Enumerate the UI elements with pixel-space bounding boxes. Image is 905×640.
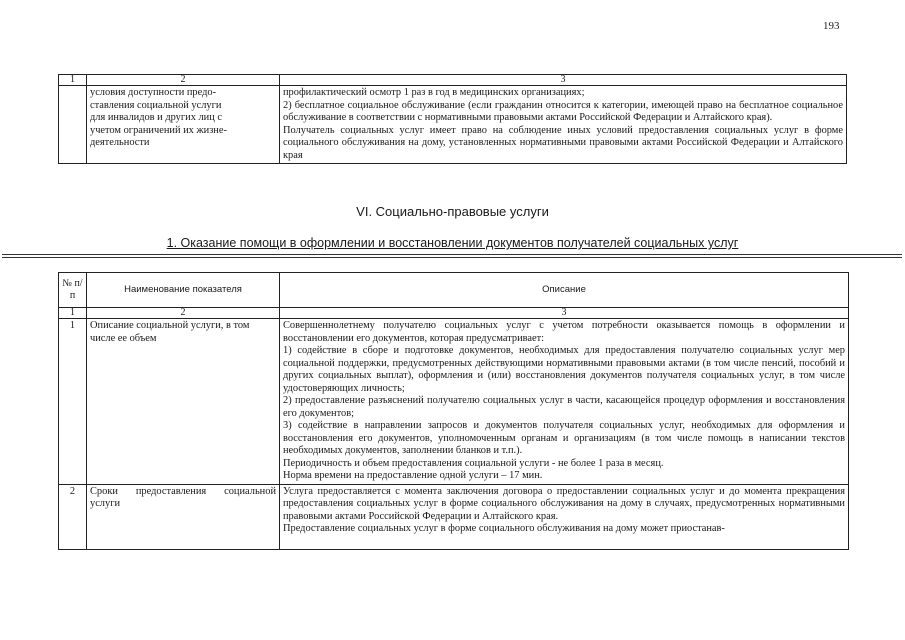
cell-line: ставления социальной услуги [90,99,222,111]
row-number-cell: 2 [59,484,87,549]
description-paragraph: Периодичность и объем предоставления социальной услуги - не более 1 раза в месяц. [283,457,664,469]
header-cell-number: № п/п [59,273,87,308]
column-number: 3 [280,308,849,319]
column-number: 1 [59,308,87,319]
cell-line: для инвалидов и других лиц с [90,112,223,123]
description-cell [280,319,849,485]
row-number-cell [59,86,87,164]
description-paragraph: Предоставление социальных услуг в форме социального обслуживания на дому может приостанав- [283,523,725,534]
subsection-title: 1. Оказание помощи в оформлении и восстановлении документов получателей социальных услуг [166,236,739,250]
indicator-name-cell: Описание социальной услуги, в том числе ее объем [87,319,280,485]
column-number: 3 [280,75,847,86]
page-number: 193 [823,20,840,32]
description-cell [280,86,847,164]
column-number: 2 [87,308,280,319]
indicator-name-cell [87,86,280,164]
divider-line [2,257,902,258]
header-cell-indicator: Наименование показателя [87,273,280,308]
table-row [59,484,849,549]
cell-line: условия доступности предо- [90,87,217,98]
column-number-row [59,308,849,319]
description-paragraph: профилактический осмотр 1 раз в год в медицинских организациях; [283,87,585,98]
divider-line [2,254,902,255]
indicator-name-cell: Сроки предоставления социальной услуги [87,484,280,549]
table-header-row [59,273,849,308]
description-paragraph: Получатель социальных услуг имеет право на соблюдение иных условий предоставления социальных услуг в форме социального обслуживания на дому, установленных нормативными правовыми актами Российской Федерации и Алтайского края [283,124,843,161]
service-table [58,272,849,550]
table-row [59,319,849,485]
column-number: 2 [87,75,280,86]
column-number: 1 [59,75,87,86]
description-paragraph: 2) предоставление разъяснений получателю социальных услуг в части, касающейся процедур оформления и восстановления его документов; [283,395,845,419]
description-paragraph: Совершеннолетнему получателю социальных услуг с учетом потребности оказывается помощь в оформлении и восстановлении его документов, которая предусматривает: [283,320,845,344]
cell-line: учетом ограничений их жизне- [90,124,227,136]
column-number-row [59,75,847,86]
cell-line: деятельности [90,137,150,148]
description-paragraph: 1) содействие в сборе и подготовке документов, необходимых для предоставления получателю социальных услуг мер социальной поддержки, предусмотренных действующими нормативными правовыми актами (в том числе пенсий, пособий и других социальных выплат), оформления и (или) восстановления документов получателя социальных услуг, в том числе удостоверяющих личность; [283,345,845,394]
description-paragraph: Услуга предоставляется с момента заключения договора о предоставлении социальных услуг и до момента прекращения предоставления социальных услуг в форме социального обслуживания на дому в случаях, предусмотренных нормативными правовыми актами Российской Федерации и Алтайского края. [283,485,845,522]
continued-table [58,74,847,164]
description-paragraph: 3) содействие в направлении запросов и документов получателя социальных услуг, необходимых для оформления и восстановления его документов, уполномоченным органам и организациям (в том числе помощь в написании текстов необходимых документов, заполнении бланков и т.п.). [283,420,845,456]
header-cell-description: Описание [280,273,849,308]
row-number-cell: 1 [59,319,87,485]
description-paragraph: Норма времени на предоставление одной услуги – 17 мин. [283,470,543,481]
section-title: VI. Социально-правовые услуги [356,204,549,219]
description-paragraph: 2) бесплатное социальное обслуживание (если гражданин относится к категории, имеющей право на бесплатное социальное обслуживание в соответствии с нормативными правовыми актами Российской Федерации и Алтайского края). [283,99,843,123]
table-row [59,86,847,164]
description-cell [280,484,849,549]
description-clip [283,486,845,548]
